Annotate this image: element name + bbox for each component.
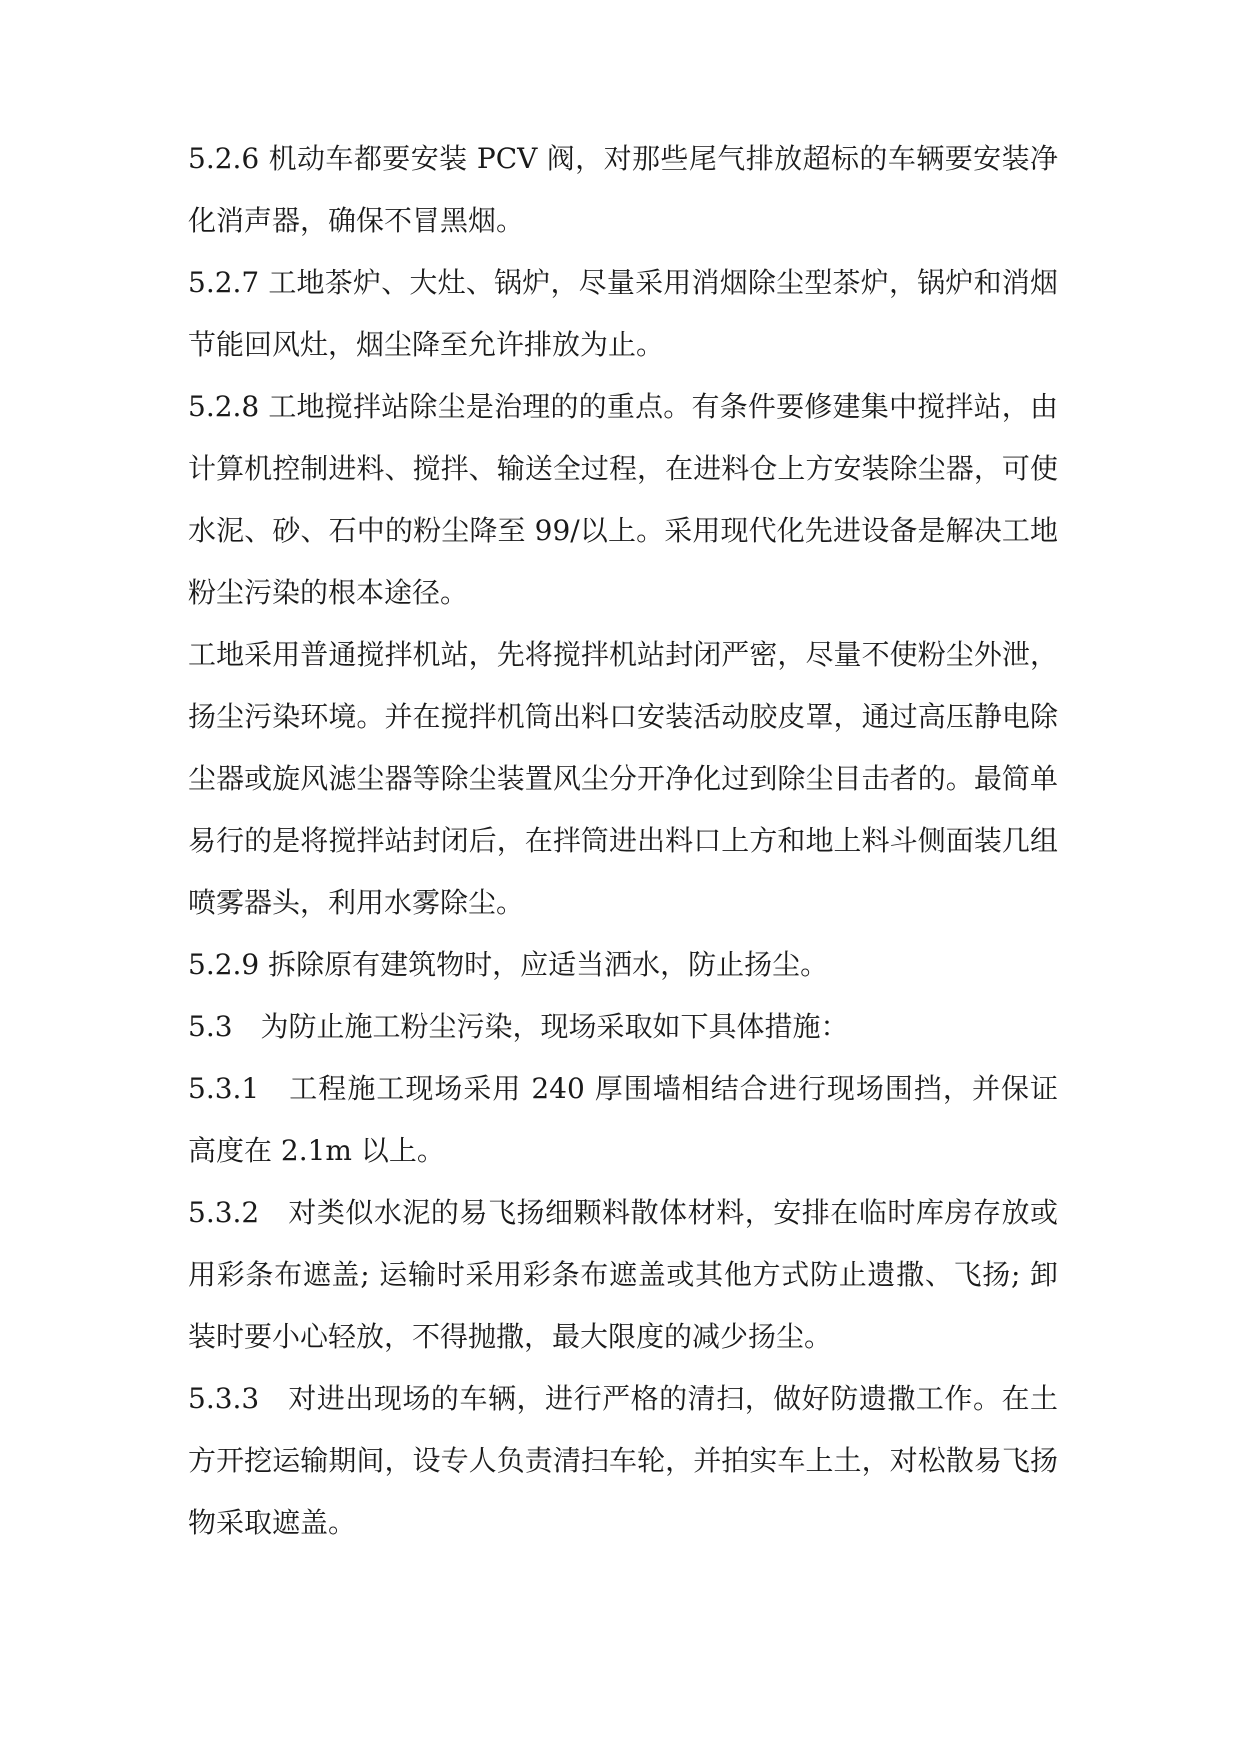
paragraph-5-3-2: 5.3.2 对类似水泥的易飞扬细颗料散体材料，安排在临时库房存放或用彩条布遮盖; 运输时采用彩条布遮盖或其他方式防止遗撒、飞扬; 卸装时要小心轻放，不得抛撒，最大限度的减少扬尘。 <box>188 1196 1058 1353</box>
paragraph-5-3: 5.3 为防止施工粉尘污染，现场采取如下具体措施： <box>188 1010 849 1043</box>
paragraph-5-3-3: 5.3.3 对进出现场的车辆，进行严格的清扫，做好防遗撒工作。在土方开挖运输期间，设专人负责清扫车轮，并拍实车上土，对松散易飞扬物采取遮盖。 <box>188 1382 1058 1539</box>
document-body <box>188 128 1058 1554</box>
paragraph-5-2-9: 5.2.9 拆除原有建筑物时，应适当洒水，防止扬尘。 <box>188 948 829 981</box>
paragraph-mixer-station: 工地采用普通搅拌机站，先将搅拌机站封闭严密，尽量不使粉尘外泄，扬尘污染环境。并在搅拌机筒出料口安装活动胶皮罩，通过高压静电除尘器或旋风滤尘器等除尘装置风尘分开净化过到除尘目击者的。最简单易行的是将搅拌站封闭后，在拌筒进出料口上方和地上料斗侧面装几组喷雾器头，利用水雾除尘。 <box>188 638 1058 919</box>
paragraph-5-3-1: 5.3.1 工程施工现场采用 240 厚围墙相结合进行现场围挡，并保证高度在 2.1m 以上。 <box>188 1072 1058 1167</box>
paragraph-5-2-6: 5.2.6 机动车都要安装 PCV 阀，对那些尾气排放超标的车辆要安装净化消声器，确保不冒黑烟。 <box>188 142 1058 237</box>
paragraph-5-2-8: 5.2.8 工地搅拌站除尘是治理的的重点。有条件要修建集中搅拌站，由计算机控制进料、搅拌、输送全过程，在进料仓上方安装除尘器，可使水泥、砂、石中的粉尘降至 99/以上。采用现代化先进设备是解决工地粉尘污染的根本途径。 <box>188 390 1058 609</box>
paragraph-5-2-7: 5.2.7 工地茶炉、大灶、锅炉，尽量采用消烟除尘型茶炉，锅炉和消烟节能回风灶，烟尘降至允许排放为止。 <box>188 266 1058 361</box>
